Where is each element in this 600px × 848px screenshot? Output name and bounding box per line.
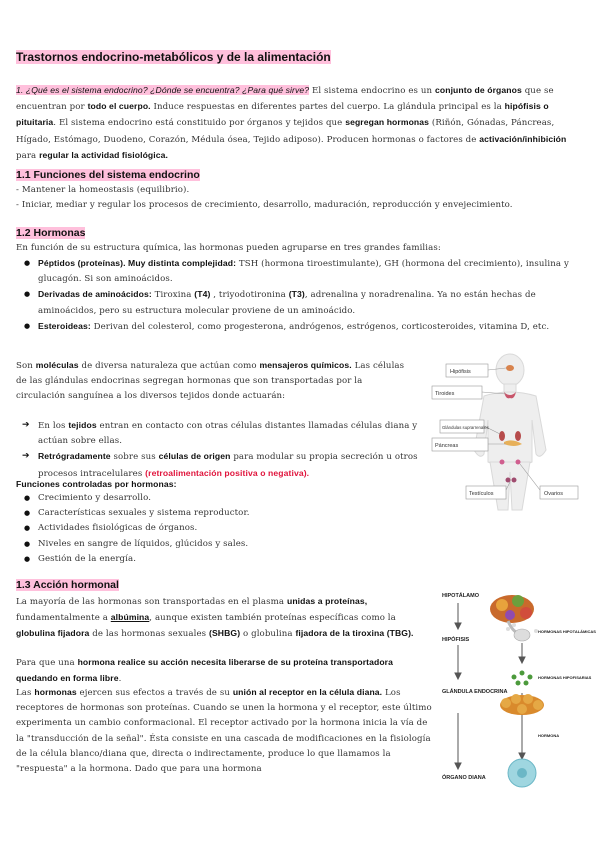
section-1-3-heading: 1.3 Acción hormonal (16, 579, 119, 591)
transport-paragraph: La mayoría de las hormonas son transportadas en el plasma unidas a proteínas, fundamentalmente a albúmina, aunque existen también proteínas específicas como la globulina fijadora de las hormonas sexuales (SHBG) o globulina fijadora de la tiroxina (TBG). (16, 596, 414, 640)
list-item: ● Péptidos (proteínas). Muy distinta complejidad: TSH (hormona tiroestimulante), GH (hormona del crecimiento), insulina y glucagón. Si son aminoácidos. (38, 256, 584, 287)
label-organo-diana: ÓRGANO DIANA (442, 775, 486, 781)
list-item: ● Características sexuales y sistema reproductor. (38, 506, 422, 521)
list-item: ● Esteroideas: Derivan del colesterol, como progesterona, andrógenos, estrógenos, corticosteroides, vitamina D, etc. (38, 319, 584, 335)
label-hipotalamo: HIPOTÁLAMO (442, 593, 479, 599)
section-1-paragraph: 1. ¿Qué es el sistema endocrino? ¿Dónde se encuentra? ¿Para qué sirve? El sistema endocrino es un conjunto de órganos que se encuentran por todo el cuerpo. Induce respuestas en diferentes partes del cuerpo. La glándula principal es la hipófisis o pituitaria. El sistema endocrino está constituido por órganos y tejidos que segregan hormonas (Riñón, Gónadas, Páncreas, Hígado, Estómago, Duodeno, Corazón, Médula ósea, Tejido adiposo). Producen hormonas o factores de activación/inhibición para regular la actividad fisiológica. (16, 85, 567, 161)
label-tiroides: Tiroides (435, 391, 455, 397)
hormonal-axis-figure (440, 585, 596, 795)
label-ovarios: Ovarios (544, 491, 563, 497)
label-hormona: HORMONA (538, 733, 560, 738)
label-suprarrenales: Glándulas suprarrenales (442, 425, 489, 430)
action-targets-list (38, 418, 422, 482)
messengers-paragraph: Son moléculas de diversa naturaleza que actúan como mensajeros químicos. Las células de las glándulas endocrinas segregan hormonas que son transportadas por la circulación sanguínea a los diversos tejidos donde actuarán: (16, 360, 405, 402)
list-item: ➔ En los tejidos entran en contacto con otras células distantes llamadas células diana y actúan sobre ellas. (38, 418, 422, 449)
section-1-1-heading: 1.1 Funciones del sistema endocrino (16, 169, 200, 181)
endocrine-system-figure (428, 350, 588, 510)
endocrine-gland-cells (500, 694, 544, 715)
section-1-2-heading: 1.2 Hormonas (16, 227, 86, 239)
hypophyseal-dots (512, 671, 533, 686)
label-hormonas-hipofisarias: HORMONAS HIPOFISARIAS (538, 675, 592, 680)
functions-heading: Funciones controladas por hormonas: (16, 479, 177, 489)
receptor-paragraph: Las hormonas ejercen sus efectos a través de su unión al receptor en la célula diana. Los receptores de hormonas son proteínas. Cuando se unen la hormona y el receptor, este último experimenta un cambio conformacional. El receptor activado por la hormona inicia la vía de la "transducción de la señal". Ésta consiste en una cascada de modificaciones en la fisiología de la célula blanco/diana que, directa o indirectamente, produce lo que llamamos la "respuesta" a la hormona. Dado que para una hormona (16, 687, 432, 775)
free-form-paragraph: Para que una hormona realice su acción necesita liberarse de su proteína transportadora quedando en forma libre. (16, 657, 394, 685)
hormone-families-list (38, 256, 584, 335)
axis-arrows (455, 603, 525, 769)
section-1-1-list (16, 183, 582, 213)
function-item: - Mantener la homeostasis (equilibrio). (16, 185, 190, 195)
label-hipofisis: Hipófisis (450, 369, 471, 375)
list-item: ● Gestión de la energía. (38, 552, 422, 567)
target-cell (508, 759, 536, 787)
hormones-intro: En función de su estructura química, las hormonas pueden agruparse en tres grandes familias: (16, 243, 441, 253)
section-1-question: 1. ¿Qué es el sistema endocrino? ¿Dónde se encuentra? ¿Para qué sirve? (16, 85, 310, 95)
list-item: ● Derivadas de aminoácidos: Tiroxina (T4) , triyodotironina (T3), adrenalina y noradrenalina. Ya no están hechas de aminoácidos, pero su estructura molecular proviene de un aminoácido. (38, 287, 584, 318)
hypothalamus-neurons (490, 595, 534, 633)
label-hipofisis-axis: HIPÓFISIS (442, 637, 470, 643)
label-testiculos: Testículos (469, 491, 494, 497)
label-pancreas: Páncreas (435, 443, 459, 449)
label-hormonas-hipotalamicas: HORMONAS HIPOTALÁMICAS (538, 629, 596, 634)
list-item: ● Niveles en sangre de líquidos, glúcidos y sales. (38, 537, 422, 552)
hormone-functions-list (38, 491, 422, 567)
label-glandula-endocrina: GLÁNDULA ENDOCRINA (442, 689, 508, 695)
list-item: ● Crecimiento y desarrollo. (38, 491, 422, 506)
list-item: ➔ Retrógradamente sobre sus células de origen para modular su propia secreción u otros procesos intracelulares (retroalimentación positiva o negativa). (38, 449, 422, 481)
list-item: ● Actividades fisiológicas de órganos. (38, 521, 422, 536)
document-title: Trastornos endocrino-metabólicos y de la alimentación (16, 50, 331, 64)
function-item: - Iniciar, mediar y regular los procesos de crecimiento, desarrollo, maduración, reproducción y envejecimiento. (16, 200, 513, 211)
